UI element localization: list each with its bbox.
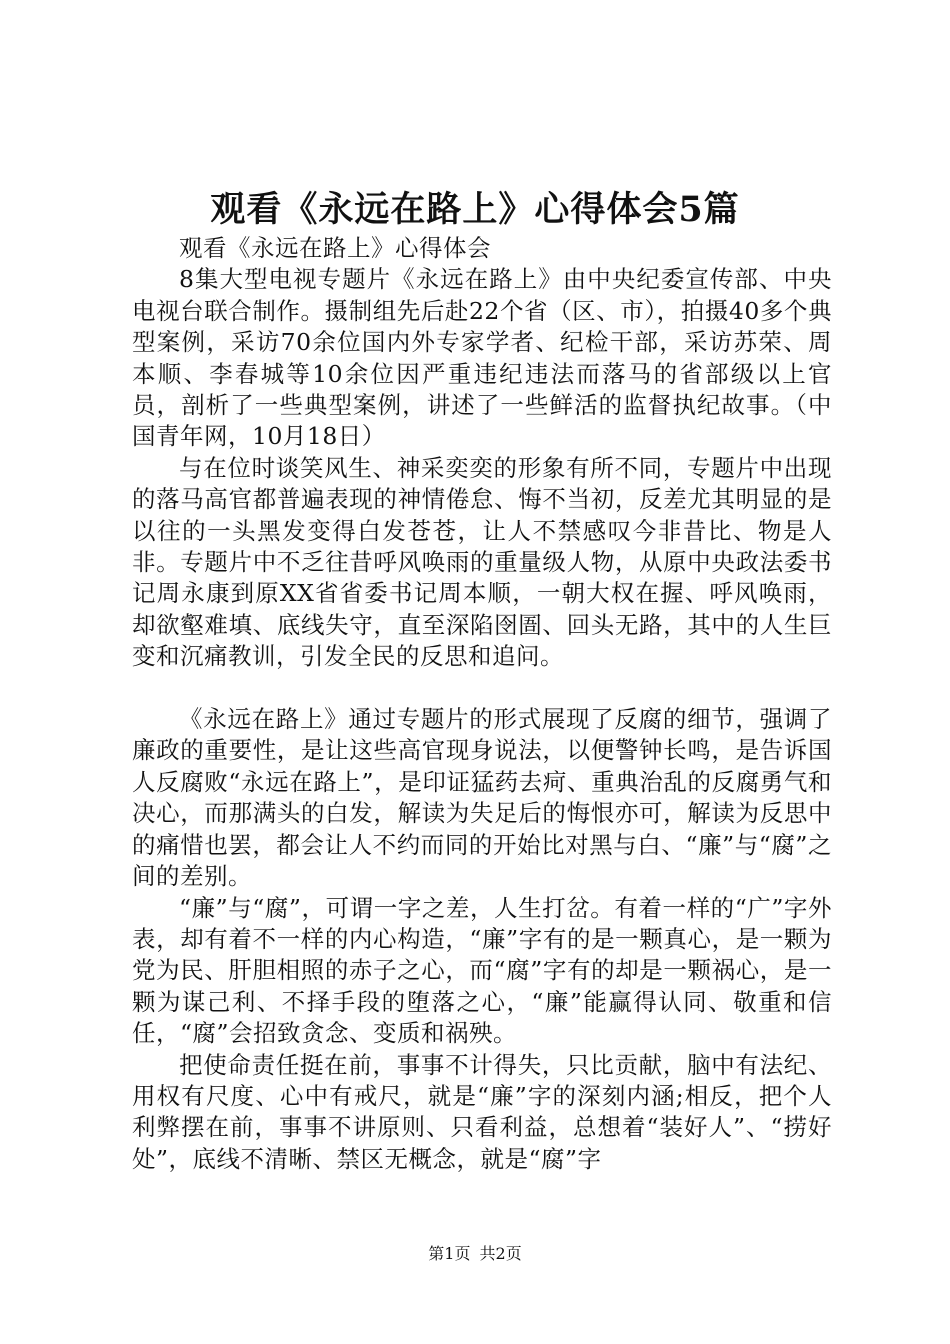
paragraph-4: “廉”与“腐”，可谓一字之差，人生打岔。有着一样的“广”字外表，却有着不一样的内心构造，“廉”字有的是一颗真心，是一颗为党为民、肝胆相照的赤子之心，而“腐”字有的却是一颗祸心，是一颗为谋己利、不择手段的堕落之心，“廉”能赢得认同、敬重和信任，“腐”会招致贪念、变质和祸殃。 <box>132 893 832 1048</box>
document-title: 观看《永远在路上》心得体会5篇 <box>210 189 740 230</box>
paragraph-5: 把使命责任挺在前，事事不计得失，只比贡献，脑中有法纪、用权有尺度、心中有戒尺，就是“廉”字的深刻内涵;相反，把个人利弊摆在前，事事不讲原则、只看利益，总想着“装好人”、“捞好处”，底线不清晰、禁区无概念，就是“腐”字 <box>132 1050 832 1173</box>
page-footer <box>0 1243 950 1265</box>
document-subtitle: 观看《永远在路上》心得体会 <box>179 234 491 262</box>
paragraph-3: 《永远在路上》通过专题片的形式展现了反腐的细节，强调了廉政的重要性，是让这些高官现身说法，以便警钟长鸣，是告诉国人反腐败“永远在路上”，是印证猛药去疴、重典治乱的反腐勇气和决心，而那满头的白发，解读为失足后的悔恨亦可，解读为反思中的痛惜也罢，都会让人不约而同的开始比对黑与白、“廉”与“腐”之间的差别。 <box>132 705 832 891</box>
page-number: 第1页 <box>428 1244 471 1263</box>
paragraph-2: 与在位时谈笑风生、神采奕奕的形象有所不同，专题片中出现的落马高官都普遍表现的神情倦怠、悔不当初，反差尤其明显的是以往的一头黑发变得白发苍苍，让人不禁感叹今非昔比、物是人非。专题片中不乏往昔呼风唤雨的重量级人物，从原中央政法委书记周永康到原XX省省委书记周本顺，一朝大权在握、呼风唤雨，却欲壑难填、底线失守，直至深陷囹圄、回头无路，其中的人生巨变和沉痛教训，引发全民的反思和追问。 <box>132 453 832 671</box>
document-body <box>132 233 832 1175</box>
page-total: 共2页 <box>479 1244 522 1263</box>
paragraph-1: 8集大型电视专题片《永远在路上》由中央纪委宣传部、中央电视台联合制作。摄制组先后赴22个省（区、市），拍摄40多个典型案例，采访70余位国内外专家学者、纪检干部，采访苏荣、周本顺、李春城等10余位因严重违纪违法而落马的省部级以上官员，剖析了一些典型案例，讲述了一些鲜活的监督执纪故事。（中国青年网，10月18日） <box>132 265 832 451</box>
